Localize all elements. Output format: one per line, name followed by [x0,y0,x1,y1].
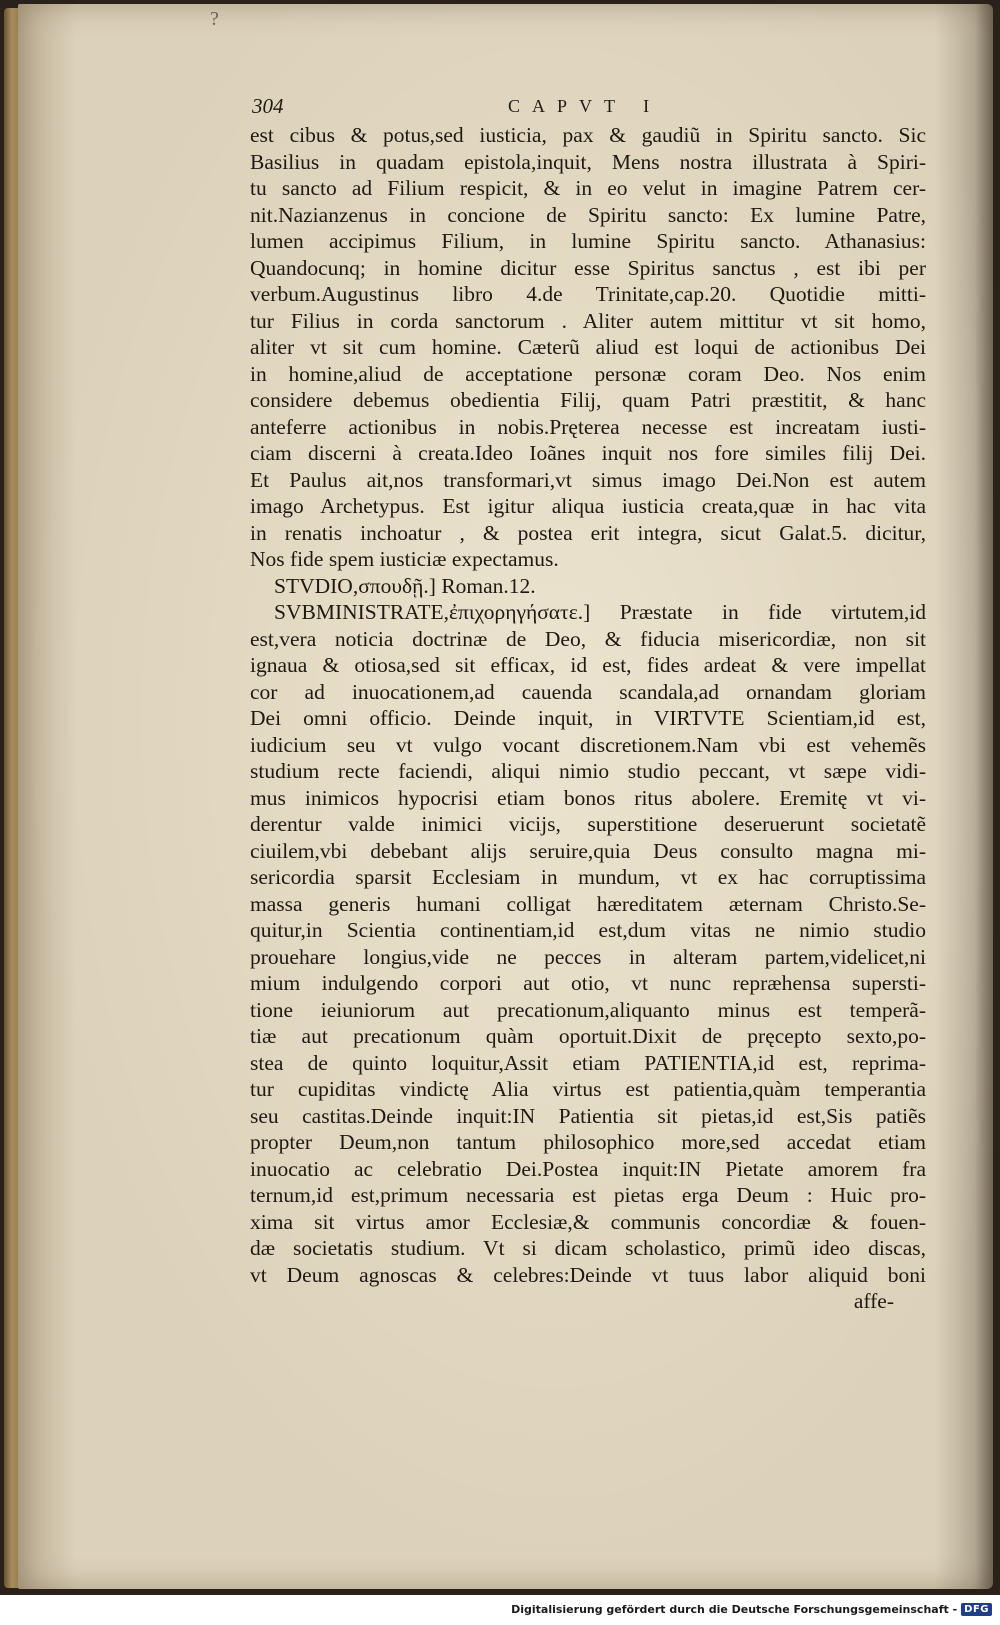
page-number: 304 [252,94,284,118]
text-line: tur Filius in corda sanctorum . Aliter autem mittitur vt sit homo, [250,308,926,333]
text-line: nit.Nazianzenus in concione de Spiritu sancto: Ex lumine Patre, [250,202,926,227]
text-line: tu sancto ad Filium respicit, & in eo velut in imagine Patrem cer- [250,176,926,200]
text-line: est cibus & potus,sed iusticia, pax & gaudiũ in Spiritu sancto. Sic [250,123,926,147]
text-line: Nos fide spem iusticiæ expectamus. [250,547,559,571]
text-line: tione ieiuniorum aut precationum,aliquanto minus est temperã- [250,997,926,1022]
text-line: ciam discerni à creata.Ideo Ioãnes inquit nos fore similes filij Dei. [250,441,926,465]
page-gutter [975,4,993,1589]
text-line: iudicium seu vt vulgo vocant discretionem.Nam vbi est vehemẽs [250,732,926,757]
credit-text: Digitalisierung gefördert durch die Deutsche Forschungsgemeinschaft - [511,1603,958,1616]
text-line: ternum,id est,primum necessaria est pietas erga Deum : Huic pro- [250,1183,926,1207]
dfg-logo: DFG [961,1603,992,1616]
text-line: stea de quinto loquitur,Assit etiam PATIENTIA,id est, reprima- [250,1050,926,1075]
text-line: est,vera noticia doctrinæ de Deo, & fiducia misericordiæ, non sit [250,626,926,651]
text-line: lumen accipimus Filium, in lumine Spiritu sancto. Athanasius: [250,229,926,253]
text-line: ignaua & otiosa,sed sit efficax, id est, fides ardeat & vere impellat [250,653,926,677]
body-text [250,122,926,1315]
lemma-line: STVDIO,σπουδῇ.] Roman.12. [274,573,536,598]
text-line: seu castitas.Deinde inquit:IN Patientia sit pietas,id est,Sis patiẽs [250,1103,926,1128]
text-line: studium recte faciendi, aliqui nimio studio peccant, vt sæpe vidi- [250,759,926,783]
text-line: Basilius in quadam epistola,inquit, Mens nostra illustrata à Spiri- [250,149,926,174]
text-line: tiæ aut precationum quàm oportuit.Dixit de pręcepto sexto,po- [250,1024,926,1048]
catchword: affe- [853,1289,894,1313]
text-line: derentur valde inimici vicijs, superstitione deseruerunt societatẽ [250,812,926,836]
text-line: xima sit virtus amor Ecclesiæ,& communis concordiæ & fouen- [250,1209,926,1234]
text-line: ciuilem,vbi debebant alijs seruire,quia Deus consulto magna mi- [250,838,926,863]
text-line: prouehare longius,vide ne pecces in alteram partem,videlicet,ni [250,944,926,969]
text-line: in homine,aliud de acceptatione personæ coram Deo. Nos enim [250,361,926,386]
text-line: imago Archetypus. Est igitur aliqua iusticia creata,quæ in hac vita [250,494,926,518]
text-line: massa generis humani colligat hæreditatem æternam Christo.Se- [250,891,926,916]
margin-mark: ? [210,8,219,30]
text-line: dæ societatis studium. Vt si dicam scholastico, primũ ideo discas, [250,1236,926,1260]
text-line: mus inimicos hypocrisi etiam bonos ritus abolere. Eremitę vt vi- [250,785,926,810]
text-line: Dei omni officio. Deinde inquit, in VIRTVTE Scientiam,id est, [250,706,926,730]
text-line: Quandocunq; in homine dicitur esse Spiritus sanctus , est ibi per [250,255,926,280]
text-line: vt Deum agnoscas & celebres:Deinde vt tuus labor aliquid boni [250,1262,926,1287]
text-line: sericordia sparsit Ecclesiam in mundum, vt ex hac corruptissima [250,865,926,889]
funding-credit [511,1603,992,1616]
running-head: CAPVT I [508,96,662,116]
text-line: verbum.Augustinus libro 4.de Trinitate,cap.20. Quotidie mitti- [250,282,926,306]
text-line: in renatis inchoatur , & postea erit integra, sicut Galat.5. dicitur, [250,520,926,545]
text-line: aliter vt sit cum homine. Cæterũ aliud est loqui de actionibus Dei [250,335,926,359]
text-line: considere debemus obedientia Filij, quam Patri præstitit, & hanc [250,388,926,412]
text-line: anteferre actionibus in nobis.Pręterea necesse est increatam iusti- [250,414,926,439]
text-line: tur cupiditas vindictę Alia virtus est patientia,quàm temperantia [250,1077,926,1101]
text-line: Et Paulus ait,nos transformari,vt simus imago Dei.Non est autem [250,467,926,492]
text-line: cor ad inuocationem,ad cauenda scandala,ad ornandam gloriam [250,679,926,704]
text-line: propter Deum,non tantum philosophico more,sed accedat etiam [250,1130,926,1154]
text-line: mium indulgendo corpori aut otio, vt nunc repræhensa supersti- [250,971,926,995]
text-line: inuocatio ac celebratio Dei.Postea inquit:IN Pietate amorem fra [250,1156,926,1181]
lemma-line: SVBMINISTRATE,ἐπιχορηγήσατε.] Præstate in fide virtutem,id [274,600,926,624]
text-line: quitur,in Scientia continentiam,id est,dum vitas ne nimio studio [250,918,926,942]
page-header [252,94,672,118]
